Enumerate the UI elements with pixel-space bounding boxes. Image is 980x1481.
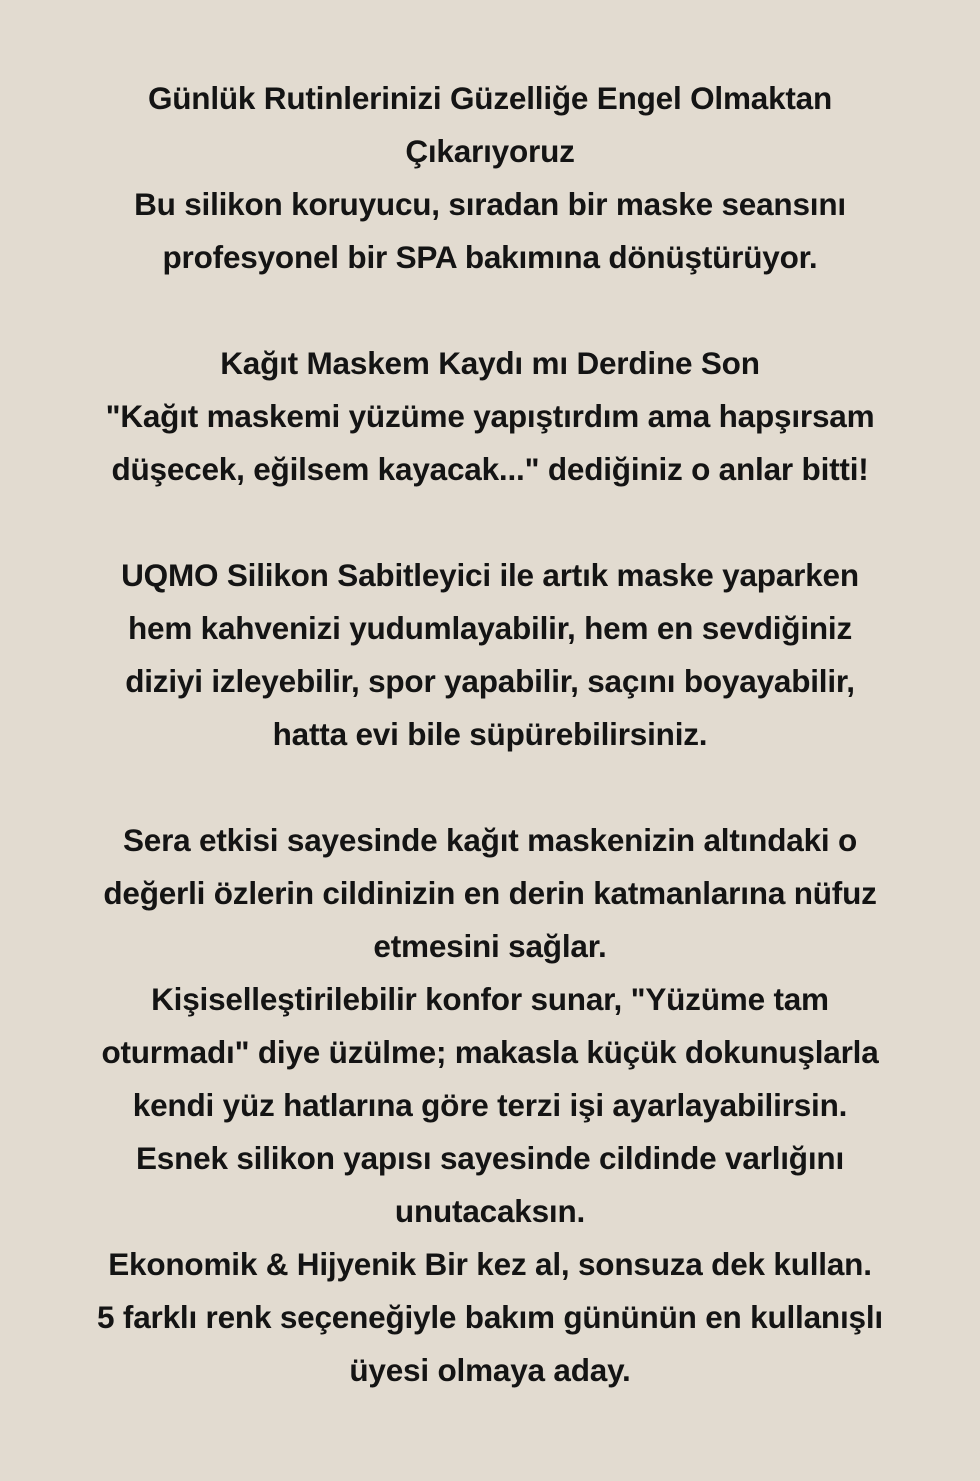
text-line: düşecek, eğilsem kayacak..." dediğiniz o anlar bitti! [111, 451, 869, 487]
text-line: değerli özlerin cildinizin en derin katmanlarına nüfuz [103, 875, 877, 911]
text-line: diziyi izleyebilir, spor yapabilir, saçını boyayabilir, [125, 663, 855, 699]
paragraph-spacer [18, 284, 962, 337]
text-line: oturmadı" diye üzülme; makasla küçük dokunuşlarla [101, 1034, 879, 1070]
text-line: Kişiselleştirilebilir konfor sunar, "Yüzüme tam [151, 981, 829, 1017]
text-line: Ekonomik & Hijyenik Bir kez al, sonsuza dek kullan. [108, 1246, 872, 1282]
text-line: Günlük Rutinlerinizi Güzelliğe Engel Olmaktan [147, 80, 833, 116]
text-line: kendi yüz hatlarına göre terzi işi ayarlayabilirsin. [132, 1087, 848, 1123]
text-line: üyesi olmaya aday. [349, 1352, 631, 1388]
text-line: profesyonel bir SPA bakımına dönüştürüyor. [162, 239, 818, 275]
text-line: Sera etkisi sayesinde kağıt maskenizin altındaki o [122, 822, 858, 858]
text-line: hem kahvenizi yudumlayabilir, hem en sevdiğiniz [127, 610, 853, 646]
text-line: Çıkarıyoruz [405, 133, 575, 169]
text-line: unutacaksın. [394, 1193, 586, 1229]
text-block-intro [18, 72, 962, 284]
text-block-benefits [18, 814, 962, 1397]
paragraph-spacer [18, 761, 962, 814]
text-block-usage [18, 549, 962, 761]
text-line: hatta evi bile süpürebilirsiniz. [272, 716, 708, 752]
text-block-paper-mask [18, 337, 962, 496]
text-line: Bu silikon koruyucu, sıradan bir maske seansını [134, 186, 846, 222]
text-line: Kağıt Maskem Kaydı mı Derdine Son [220, 345, 760, 381]
text-line: UQMO Silikon Sabitleyici ile artık maske yaparken [121, 557, 859, 593]
paragraph-spacer [18, 496, 962, 549]
text-line: 5 farklı renk seçeneğiyle bakım gününün en kullanışlı [97, 1299, 883, 1335]
text-line: etmesini sağlar. [373, 928, 607, 964]
text-line: "Kağıt maskemi yüzüme yapıştırdım ama hapşırsam [105, 398, 875, 434]
text-line: Esnek silikon yapısı sayesinde cildinde varlığını [136, 1140, 844, 1176]
